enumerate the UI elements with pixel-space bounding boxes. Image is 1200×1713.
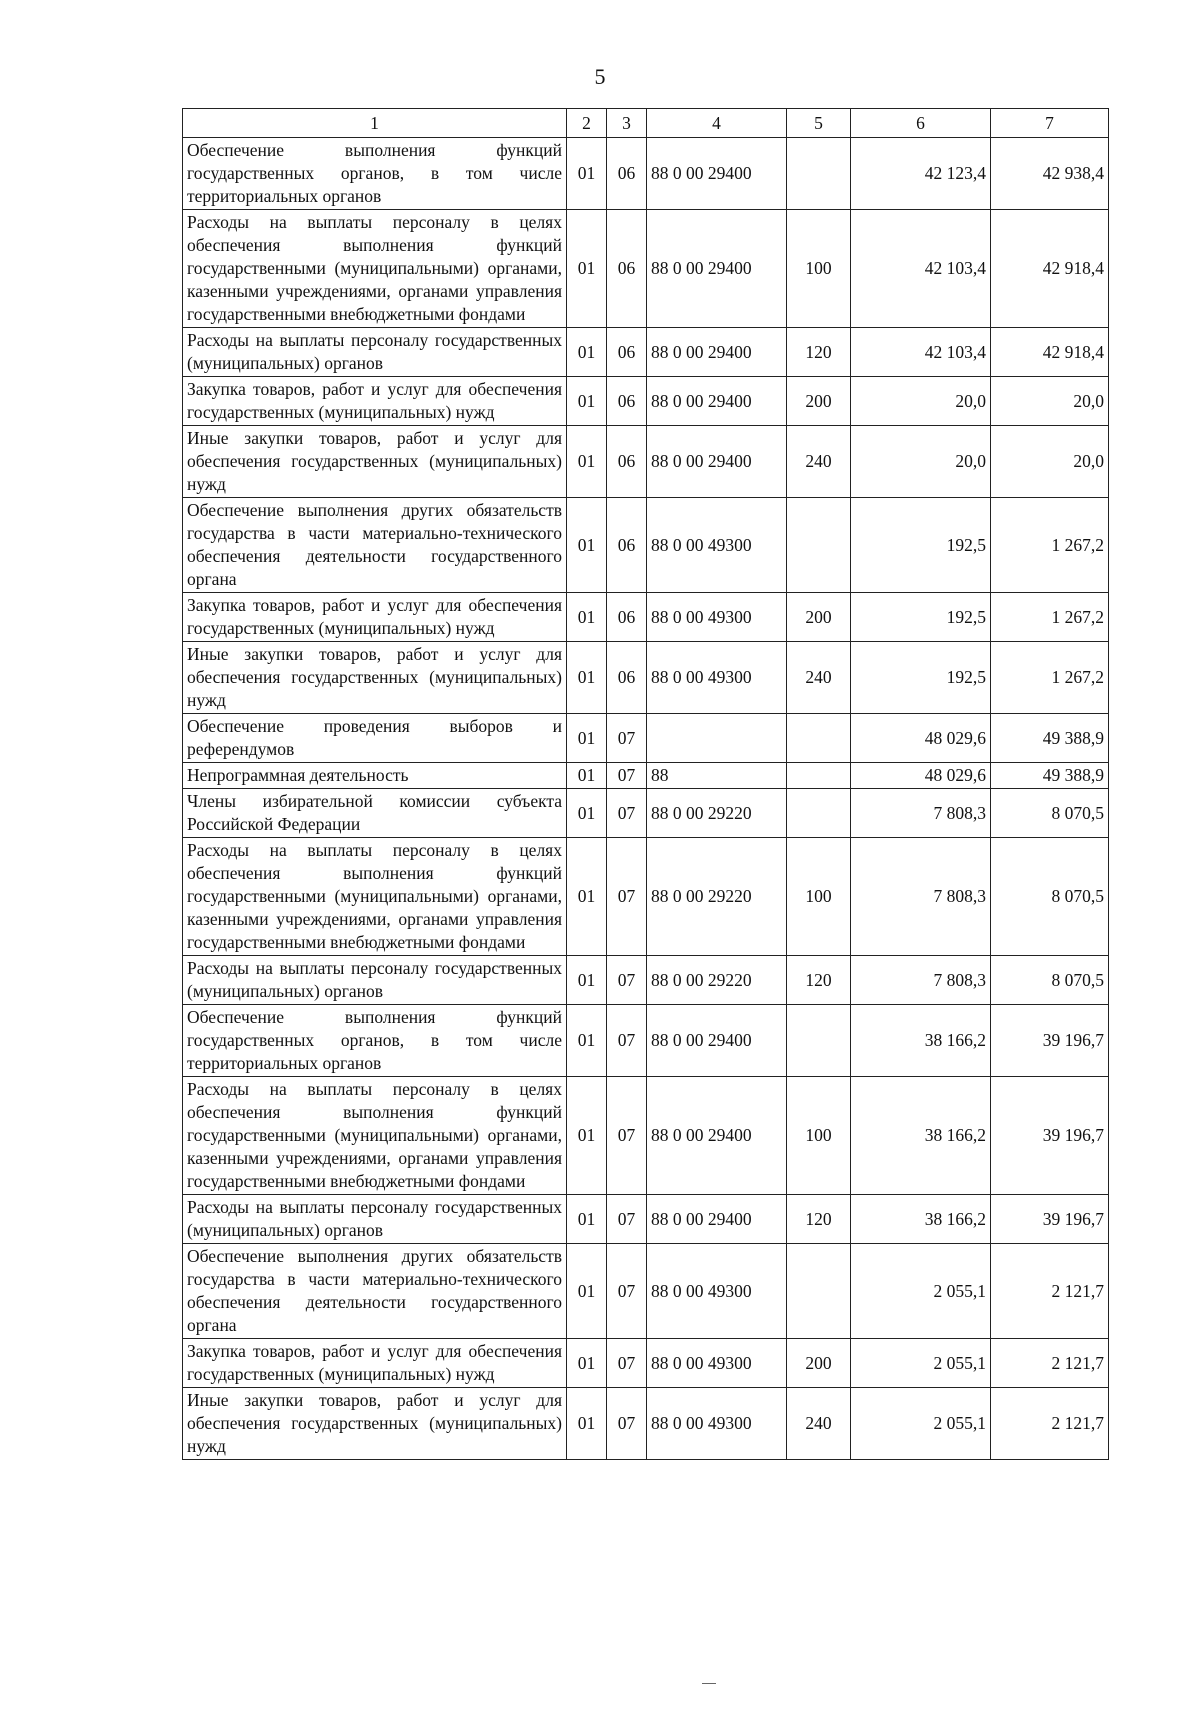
row-col-4: 88 0 00 49300 <box>647 593 787 642</box>
row-col-7: 1 267,2 <box>991 642 1109 714</box>
row-col-5: 120 <box>787 328 851 377</box>
row-col-4: 88 0 00 49300 <box>647 642 787 714</box>
row-col-5 <box>787 763 851 789</box>
row-col-4: 88 0 00 49300 <box>647 498 787 593</box>
row-col-2: 01 <box>567 1005 607 1077</box>
row-col-2: 01 <box>567 593 607 642</box>
row-col-2: 01 <box>567 328 607 377</box>
row-name: Непрограммная деятельность <box>183 763 567 789</box>
row-col-7: 8 070,5 <box>991 789 1109 838</box>
row-col-4: 88 0 00 29400 <box>647 138 787 210</box>
row-col-5: 100 <box>787 1077 851 1195</box>
row-col-4: 88 0 00 29400 <box>647 328 787 377</box>
row-name: Иные закупки товаров, работ и услуг для обеспечения государственных (муниципальных) нужд <box>183 1388 567 1460</box>
row-col-7: 42 918,4 <box>991 328 1109 377</box>
table-body <box>183 138 1109 1460</box>
row-col-5: 200 <box>787 593 851 642</box>
row-col-6: 38 166,2 <box>851 1005 991 1077</box>
table-row <box>183 763 1109 789</box>
header-col-4: 4 <box>647 109 787 138</box>
row-col-4: 88 0 00 49300 <box>647 1244 787 1339</box>
row-col-4: 88 <box>647 763 787 789</box>
row-col-3: 06 <box>607 138 647 210</box>
row-col-3: 07 <box>607 1005 647 1077</box>
row-col-4 <box>647 714 787 763</box>
row-col-2: 01 <box>567 789 607 838</box>
page-number: 5 <box>594 64 606 89</box>
row-col-5: 200 <box>787 377 851 426</box>
row-col-5: 200 <box>787 1339 851 1388</box>
row-col-5: 100 <box>787 210 851 328</box>
row-col-6: 42 123,4 <box>851 138 991 210</box>
row-name: Обеспечение выполнения функций государственных органов, в том числе территориальных органов <box>183 138 567 210</box>
row-col-6: 7 808,3 <box>851 956 991 1005</box>
row-col-5 <box>787 138 851 210</box>
row-name: Расходы на выплаты персоналу в целях обеспечения выполнения функций государственными (муниципальными) органами, казенными учреждениями, органами управления государственными внебюджетными фондами <box>183 838 567 956</box>
row-col-5 <box>787 789 851 838</box>
table-row <box>183 377 1109 426</box>
row-col-7: 2 121,7 <box>991 1388 1109 1460</box>
scan-mark <box>702 1683 716 1684</box>
row-col-2: 01 <box>567 1244 607 1339</box>
row-col-7: 2 121,7 <box>991 1244 1109 1339</box>
row-col-3: 06 <box>607 498 647 593</box>
row-col-6: 38 166,2 <box>851 1077 991 1195</box>
row-col-6: 42 103,4 <box>851 328 991 377</box>
row-col-3: 07 <box>607 1077 647 1195</box>
row-col-2: 01 <box>567 1195 607 1244</box>
row-col-2: 01 <box>567 763 607 789</box>
row-col-7: 39 196,7 <box>991 1005 1109 1077</box>
row-name: Расходы на выплаты персоналу государственных (муниципальных) органов <box>183 1195 567 1244</box>
table-row <box>183 210 1109 328</box>
row-col-7: 42 938,4 <box>991 138 1109 210</box>
row-name: Закупка товаров, работ и услуг для обеспечения государственных (муниципальных) нужд <box>183 593 567 642</box>
row-col-7: 8 070,5 <box>991 838 1109 956</box>
row-col-3: 07 <box>607 714 647 763</box>
row-col-7: 49 388,9 <box>991 714 1109 763</box>
row-col-4: 88 0 00 29220 <box>647 838 787 956</box>
row-col-5 <box>787 1005 851 1077</box>
row-col-3: 07 <box>607 1388 647 1460</box>
row-col-3: 07 <box>607 1339 647 1388</box>
row-col-6: 20,0 <box>851 426 991 498</box>
row-col-4: 88 0 00 29400 <box>647 377 787 426</box>
row-col-6: 192,5 <box>851 498 991 593</box>
row-col-6: 38 166,2 <box>851 1195 991 1244</box>
table-row <box>183 1077 1109 1195</box>
table-row <box>183 593 1109 642</box>
row-col-6: 2 055,1 <box>851 1244 991 1339</box>
row-col-7: 8 070,5 <box>991 956 1109 1005</box>
row-col-3: 07 <box>607 1244 647 1339</box>
header-col-2: 2 <box>567 109 607 138</box>
row-col-3: 06 <box>607 210 647 328</box>
row-col-5: 120 <box>787 1195 851 1244</box>
row-col-3: 06 <box>607 328 647 377</box>
row-col-3: 07 <box>607 956 647 1005</box>
row-col-5 <box>787 1244 851 1339</box>
row-col-7: 20,0 <box>991 426 1109 498</box>
row-name: Расходы на выплаты персоналу в целях обеспечения выполнения функций государственными (муниципальными) органами, казенными учреждениями, органами управления государственными внебюджетными фондами <box>183 210 567 328</box>
header-row <box>183 109 1109 138</box>
row-col-2: 01 <box>567 1388 607 1460</box>
row-col-6: 7 808,3 <box>851 789 991 838</box>
table-row <box>183 1005 1109 1077</box>
row-col-6: 48 029,6 <box>851 714 991 763</box>
row-col-7: 42 918,4 <box>991 210 1109 328</box>
row-name: Расходы на выплаты персоналу государственных (муниципальных) органов <box>183 328 567 377</box>
budget-table <box>182 108 1109 1460</box>
row-name: Иные закупки товаров, работ и услуг для обеспечения государственных (муниципальных) нужд <box>183 426 567 498</box>
row-name: Закупка товаров, работ и услуг для обеспечения государственных (муниципальных) нужд <box>183 377 567 426</box>
row-name: Обеспечение проведения выборов и референдумов <box>183 714 567 763</box>
row-col-2: 01 <box>567 714 607 763</box>
row-col-5: 240 <box>787 426 851 498</box>
row-col-6: 2 055,1 <box>851 1388 991 1460</box>
row-name: Обеспечение выполнения функций государственных органов, в том числе территориальных органов <box>183 1005 567 1077</box>
header-col-3: 3 <box>607 109 647 138</box>
row-col-3: 07 <box>607 1195 647 1244</box>
table-row <box>183 956 1109 1005</box>
row-col-6: 192,5 <box>851 593 991 642</box>
row-col-6: 20,0 <box>851 377 991 426</box>
row-col-4: 88 0 00 29400 <box>647 426 787 498</box>
table-row <box>183 1244 1109 1339</box>
row-col-5 <box>787 714 851 763</box>
header-col-6: 6 <box>851 109 991 138</box>
table-row <box>183 838 1109 956</box>
row-col-3: 06 <box>607 642 647 714</box>
row-col-3: 06 <box>607 426 647 498</box>
row-name: Иные закупки товаров, работ и услуг для обеспечения государственных (муниципальных) нужд <box>183 642 567 714</box>
row-name: Обеспечение выполнения других обязательств государства в части материально-технического обеспечения деятельности государственного органа <box>183 1244 567 1339</box>
row-col-4: 88 0 00 49300 <box>647 1388 787 1460</box>
row-col-7: 49 388,9 <box>991 763 1109 789</box>
table-row <box>183 789 1109 838</box>
row-col-7: 20,0 <box>991 377 1109 426</box>
row-col-2: 01 <box>567 426 607 498</box>
row-col-2: 01 <box>567 138 607 210</box>
row-col-2: 01 <box>567 498 607 593</box>
row-col-2: 01 <box>567 210 607 328</box>
row-col-3: 06 <box>607 377 647 426</box>
row-col-6: 48 029,6 <box>851 763 991 789</box>
row-col-5: 240 <box>787 642 851 714</box>
row-col-4: 88 0 00 29400 <box>647 1195 787 1244</box>
row-name: Закупка товаров, работ и услуг для обеспечения государственных (муниципальных) нужд <box>183 1339 567 1388</box>
row-col-4: 88 0 00 29400 <box>647 210 787 328</box>
row-col-6: 7 808,3 <box>851 838 991 956</box>
row-name: Обеспечение выполнения других обязательств государства в части материально-технического обеспечения деятельности государственного органа <box>183 498 567 593</box>
row-col-2: 01 <box>567 1077 607 1195</box>
row-col-7: 2 121,7 <box>991 1339 1109 1388</box>
row-col-6: 2 055,1 <box>851 1339 991 1388</box>
row-col-7: 39 196,7 <box>991 1195 1109 1244</box>
row-col-5: 100 <box>787 838 851 956</box>
row-name: Расходы на выплаты персоналу государственных (муниципальных) органов <box>183 956 567 1005</box>
header-col-5: 5 <box>787 109 851 138</box>
row-col-5: 120 <box>787 956 851 1005</box>
row-col-5 <box>787 498 851 593</box>
table-row <box>183 1195 1109 1244</box>
header-col-1: 1 <box>183 109 567 138</box>
row-col-2: 01 <box>567 956 607 1005</box>
row-col-2: 01 <box>567 377 607 426</box>
table-row <box>183 1339 1109 1388</box>
table-row <box>183 328 1109 377</box>
row-col-2: 01 <box>567 642 607 714</box>
row-col-3: 07 <box>607 763 647 789</box>
row-col-3: 06 <box>607 593 647 642</box>
row-name: Члены избирательной комиссии субъекта Российской Федерации <box>183 789 567 838</box>
row-col-7: 1 267,2 <box>991 593 1109 642</box>
table-row <box>183 426 1109 498</box>
table-row <box>183 1388 1109 1460</box>
table-row <box>183 498 1109 593</box>
row-col-6: 42 103,4 <box>851 210 991 328</box>
row-col-7: 39 196,7 <box>991 1077 1109 1195</box>
row-col-4: 88 0 00 29400 <box>647 1005 787 1077</box>
row-col-2: 01 <box>567 838 607 956</box>
row-col-3: 07 <box>607 838 647 956</box>
row-col-4: 88 0 00 29220 <box>647 789 787 838</box>
row-col-4: 88 0 00 49300 <box>647 1339 787 1388</box>
table-header <box>183 109 1109 138</box>
table-row <box>183 714 1109 763</box>
table-row <box>183 642 1109 714</box>
row-col-4: 88 0 00 29220 <box>647 956 787 1005</box>
row-col-5: 240 <box>787 1388 851 1460</box>
row-name: Расходы на выплаты персоналу в целях обеспечения выполнения функций государственными (муниципальными) органами, казенными учреждениями, органами управления государственными внебюджетными фондами <box>183 1077 567 1195</box>
row-col-6: 192,5 <box>851 642 991 714</box>
row-col-7: 1 267,2 <box>991 498 1109 593</box>
row-col-3: 07 <box>607 789 647 838</box>
table-row <box>183 138 1109 210</box>
row-col-4: 88 0 00 29400 <box>647 1077 787 1195</box>
row-col-2: 01 <box>567 1339 607 1388</box>
header-col-7: 7 <box>991 109 1109 138</box>
